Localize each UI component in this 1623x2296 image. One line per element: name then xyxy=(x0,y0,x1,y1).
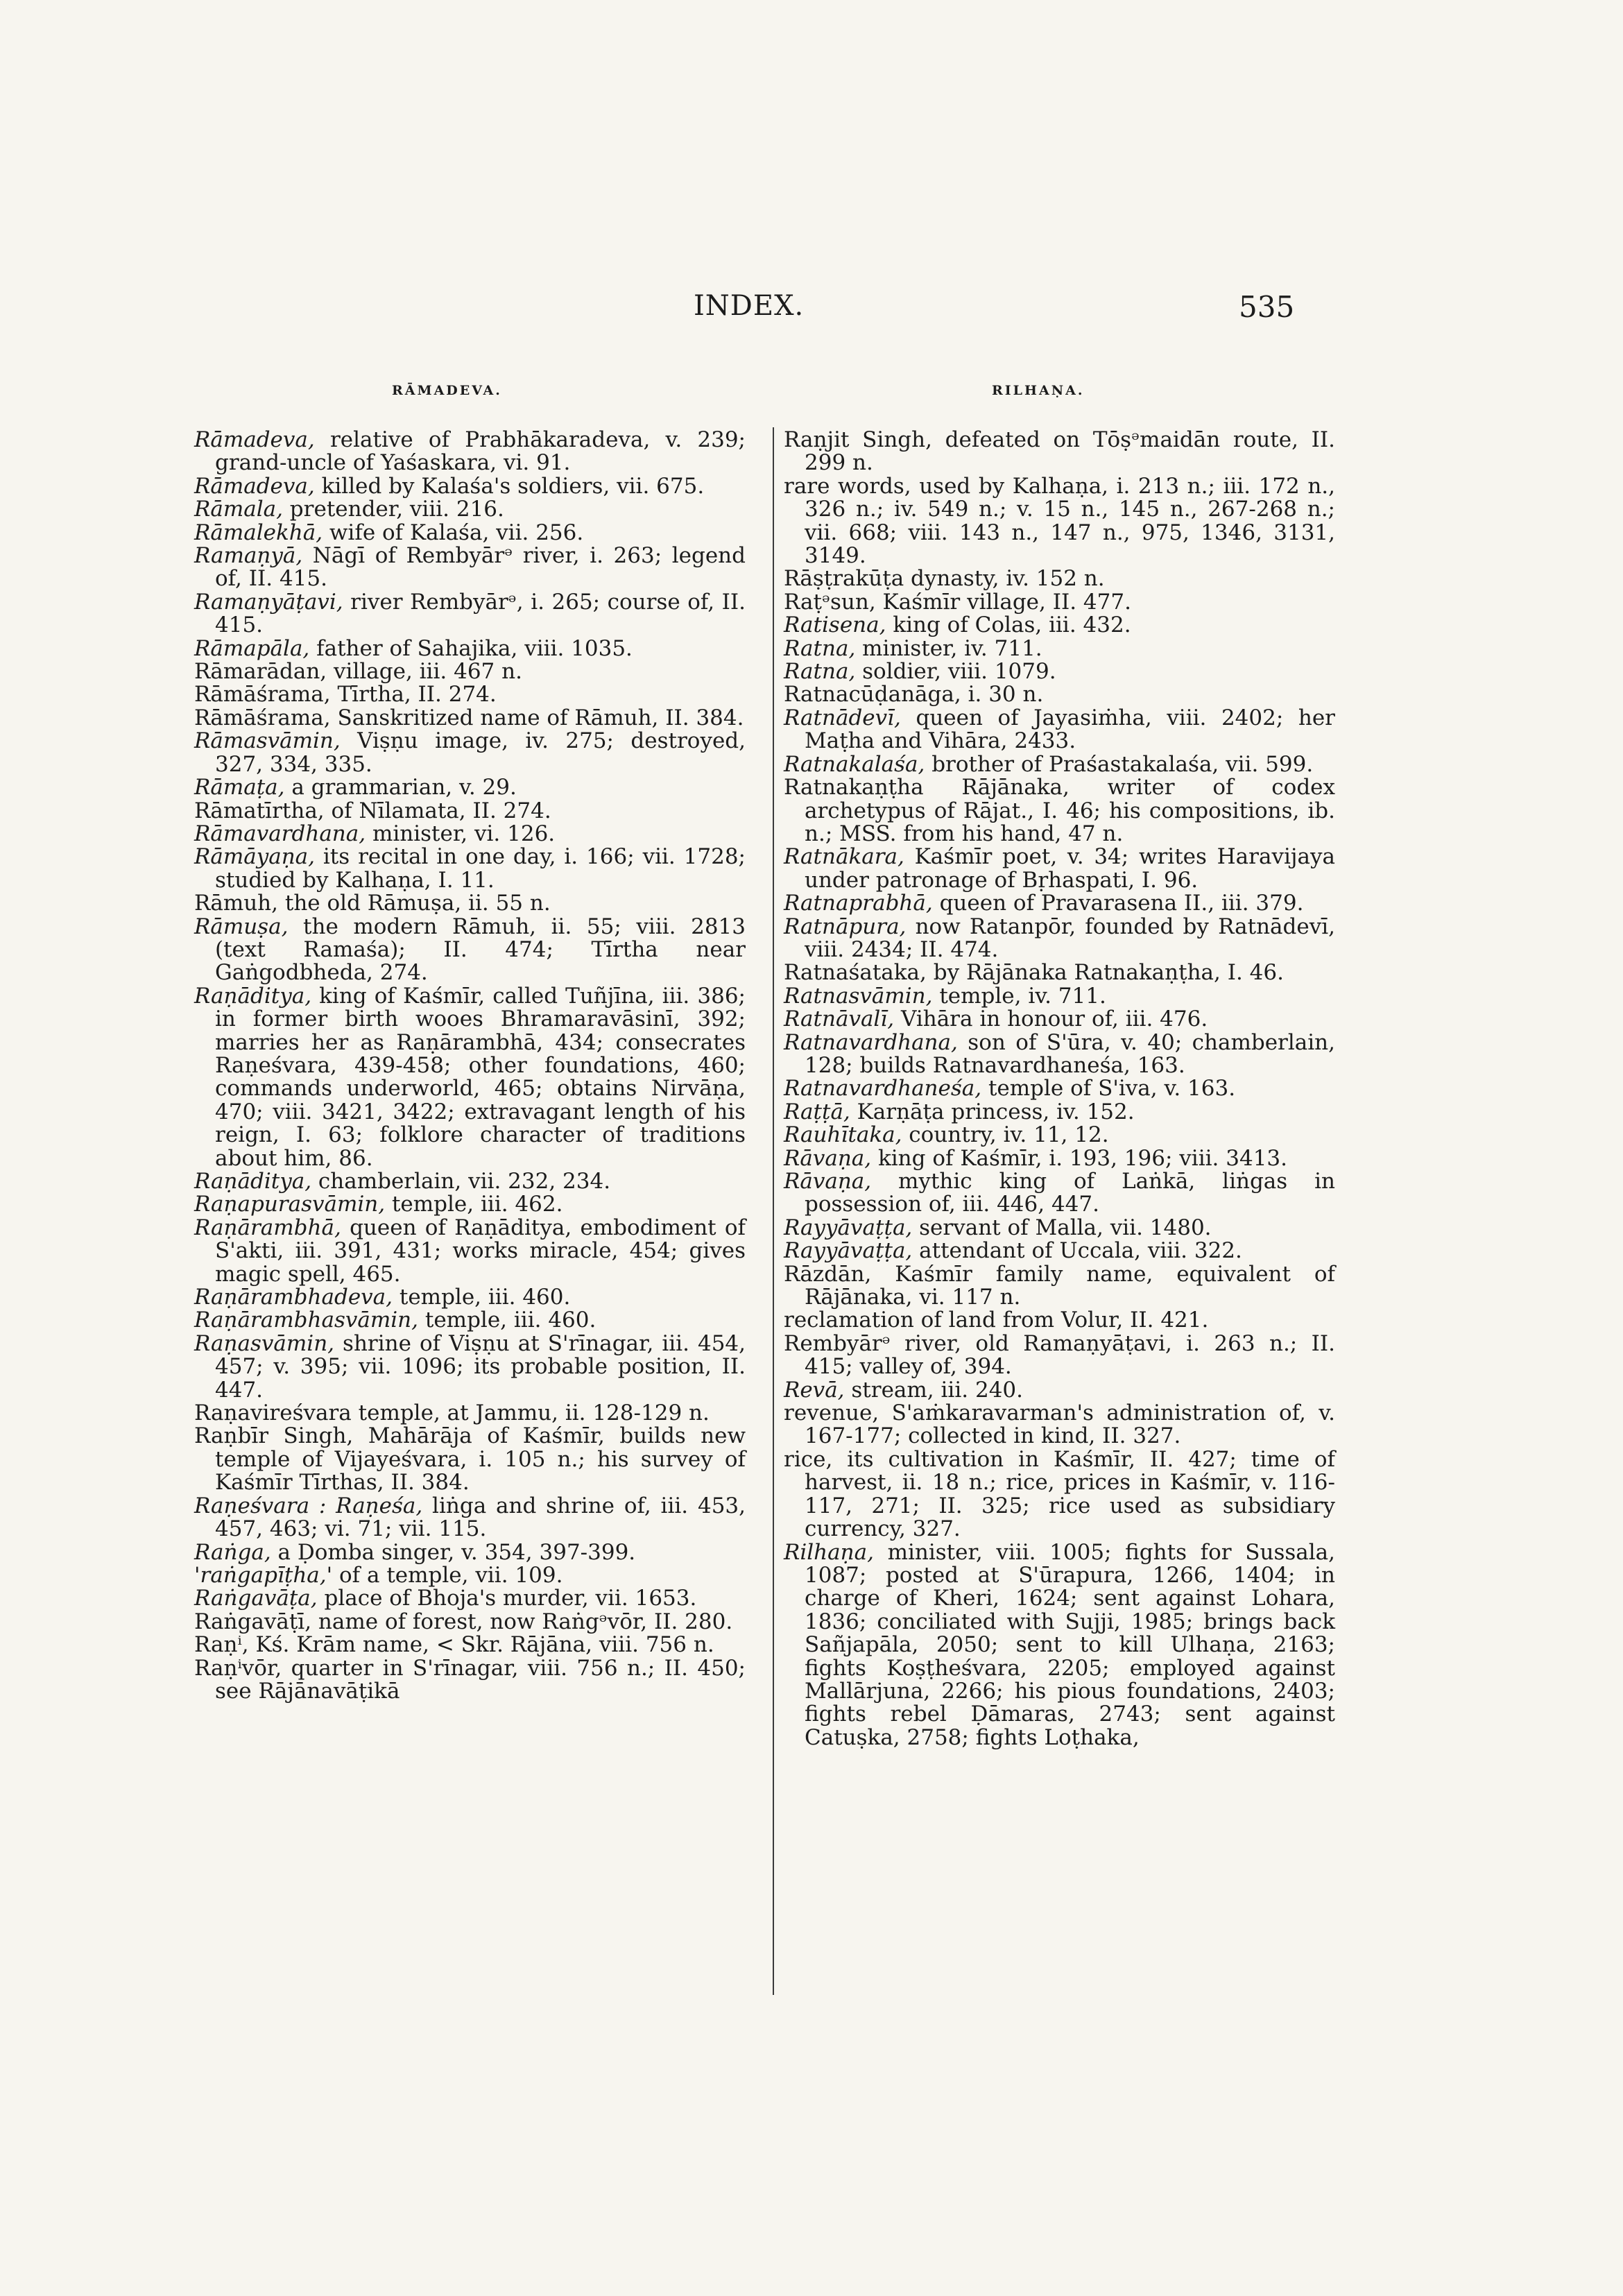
index-entry-text: i. 30 n. xyxy=(961,682,1044,708)
index-entry-text: Vihāra in honour of, iii. 476. xyxy=(894,1006,1208,1032)
index-headword: Ratnakalaśa, xyxy=(784,751,925,777)
index-entry-text: of a temple, vii. 109. xyxy=(332,1562,563,1588)
index-headword: Rāvaṇa, xyxy=(784,1145,872,1171)
index-headword: Raṇārambhā, xyxy=(194,1215,341,1240)
index-entry xyxy=(194,1193,746,1216)
index-entry-text: relative of Prabhākaradeva, v. 239; grand-uncle of Yaśaskara, vi. 91. xyxy=(215,427,746,476)
index-entry-text: pretender, viii. 216. xyxy=(282,497,504,522)
index-headword: reclamation xyxy=(784,1308,914,1333)
index-entry xyxy=(194,823,746,846)
index-headword: rare words, xyxy=(784,473,911,499)
index-headword: Rāmala, xyxy=(194,497,283,522)
index-entry-text: Viṣṇu image, iv. 275; destroyed, 327, 334, 335. xyxy=(215,728,746,777)
index-headword: Rāmatīrtha, xyxy=(194,798,325,823)
index-headword: Rāmasvāmin, xyxy=(194,728,341,754)
index-headword: Ratnavardhaneśa, xyxy=(784,1076,982,1102)
index-headword: Ratnaśataka, xyxy=(784,960,927,986)
index-entry-text: son of S'ūra, v. 40; chamberlain, 128; builds Ratnavardhaneśa, 163. xyxy=(805,1029,1335,1078)
index-headword: Ratnasvāmin, xyxy=(784,983,933,1009)
index-entry-text: liṅga and shrine of, iii. 453, 457, 463; vi. 71; vii. 115. xyxy=(215,1493,746,1542)
index-entry-text: Karṇāṭa princess, iv. 152. xyxy=(850,1099,1135,1124)
index-entry xyxy=(784,1124,1335,1147)
index-entry-text: Kaśmīr village, II. 477. xyxy=(875,589,1131,615)
index-entry-text: Kaśmīr poet, v. 34; writes Haravijaya under patronage of Bṛhaspati, I. 96. xyxy=(805,844,1335,893)
index-entry-text: servant of Malla, vii. 1480. xyxy=(912,1215,1212,1240)
index-entry xyxy=(784,961,1335,984)
index-entry xyxy=(194,1170,746,1193)
index-entry xyxy=(194,637,746,660)
index-entry xyxy=(784,1240,1335,1262)
index-headword: Raṅga, xyxy=(194,1539,271,1565)
index-entry-text: by Rājānaka Ratnakaṇṭha, I. 46. xyxy=(926,960,1284,986)
index-entry-text: name of forest, now Raṅgᵊvōr, II. 280. xyxy=(311,1609,733,1634)
index-headword: Rāvaṇa, xyxy=(784,1169,872,1194)
index-entry-text: minister, viii. 1005; fights for Sussala, 1087; posted at S'ūrapura, 1266, 1404; in charge of Kheri, 1624; sent against Lohara, 1836; conciliated with Sujji, 1985; brings back Sañjapāla, 2050; sent to kill Ulhaṇa, 2163; fights Koṣṭheśvara, 2205; employed against Mallārjuna, 2266; his pious foundations, 2403; fights rebel Ḍāmaras, 2743; sent against Catuṣka, 2758; fights Loṭhaka, xyxy=(805,1539,1335,1750)
index-entry-text: king of Kaśmīr, called Tuñjīna, iii. 386; in former birth wooes Bhramaravāsinī, 392; marries her as Raṇārambhā, 434; consecrates Raṇeśvara, 439-458; other foundations, 460; commands underworld, 465; obtains Nirvāṇa, 470; viii. 3421, 3422; extravagant length of his reign, I. 63; folklore character of traditions about him, 86. xyxy=(215,983,746,1171)
index-entry xyxy=(194,545,746,591)
index-entry-text: stream, iii. 240. xyxy=(844,1377,1023,1403)
index-entry xyxy=(784,1031,1335,1078)
index-headword: Raṇⁱ, xyxy=(194,1632,249,1658)
index-entry-text: killed by Kalaśa's soldiers, vii. 675. xyxy=(314,473,705,499)
index-entry xyxy=(194,498,746,521)
index-entry-text: of Nīlamata, II. 274. xyxy=(324,798,551,823)
column-divider xyxy=(773,427,774,1995)
index-entry-text: soldier, viii. 1079. xyxy=(855,659,1056,685)
index-entry xyxy=(784,429,1335,475)
index-entry xyxy=(784,892,1335,915)
index-entry xyxy=(784,1101,1335,1124)
index-entry-text: Nāgī of Rembyārᵊ river, i. 263; legend of, II. 415. xyxy=(215,543,746,592)
index-entry xyxy=(194,776,746,799)
index-headword: Rāmaṭa, xyxy=(194,775,285,800)
index-headword: Rāmadeva, xyxy=(194,427,315,452)
index-entry-text: shrine of Viṣṇu at S'rīnagar, iii. 454, 457; v. 395; vii. 1096; its probable position, II. 447. xyxy=(215,1330,746,1403)
index-entry xyxy=(194,1587,746,1610)
index-entry-text: the old Rāmuṣa, ii. 55 n. xyxy=(278,891,551,916)
index-entry xyxy=(784,776,1335,846)
index-entry-text: village, iii. 467 n. xyxy=(327,659,522,685)
index-entry xyxy=(194,985,746,1170)
index-headword: rice, xyxy=(784,1446,833,1472)
index-headword: Raṇārambhadeva, xyxy=(194,1285,393,1310)
index-headword: Raṇeśvara : Raṇeśa, xyxy=(194,1493,423,1518)
index-entry-text: Rājānaka, writer of codex archetypus of Rājat., I. 46; his compositions, ib. n.; MSS. from his hand, 47 n. xyxy=(805,775,1335,846)
index-headword: Ratnaprabhā, xyxy=(784,891,933,916)
index-headword: Ramaṇyāṭavi, xyxy=(194,589,343,615)
running-head-right: RILHAṆA. xyxy=(992,383,1085,398)
index-headword: Raṭṭā, xyxy=(784,1099,850,1124)
page-number: 535 xyxy=(1239,290,1295,324)
index-entry xyxy=(194,730,746,776)
index-entry xyxy=(784,1170,1335,1217)
index-headword: Ratna, xyxy=(784,635,856,661)
index-entry xyxy=(194,916,746,985)
index-headword: Raṇārambhasvāmin, xyxy=(194,1308,419,1333)
index-entry-text: river, old Ramaṇyāṭavi, i. 263 n.; II. 415; valley of, 394. xyxy=(805,1330,1335,1380)
index-entry-text: queen of Pravarasena II., iii. 379. xyxy=(932,891,1304,916)
index-headword: Raṇjit Singh, xyxy=(784,427,932,452)
index-entry-text: temple, at Jammu, ii. 128-129 n. xyxy=(351,1400,710,1426)
index-entry xyxy=(784,1309,1335,1332)
index-headword: Raṭᵊsun, xyxy=(784,589,876,615)
index-headword: Rāmāyaṇa, xyxy=(194,844,315,870)
index-entry-text: S'aṁkaravarman's administration of, v. 167-177; collected in kind, II. 327. xyxy=(805,1400,1335,1449)
index-headword: Raṅgavāṭa, xyxy=(194,1586,318,1611)
index-entry xyxy=(784,846,1335,892)
index-entry xyxy=(194,475,746,498)
index-headword: Raṅgavāṭī, xyxy=(194,1609,312,1634)
index-entry-text: a Ḍomba singer, v. 354, 397-399. xyxy=(270,1539,636,1565)
index-headword: Rāmadeva, xyxy=(194,473,315,499)
index-entry-text: place of Bhoja's murder, vii. 1653. xyxy=(317,1586,697,1611)
index-headword: Rāmuṣa, xyxy=(194,914,289,939)
index-entry xyxy=(784,916,1335,962)
index-entry xyxy=(784,1077,1335,1100)
index-entry xyxy=(784,1402,1335,1448)
page-title: INDEX. xyxy=(694,290,805,322)
index-headword: Rāmapāla, xyxy=(194,635,310,661)
index-headword: Ramaṇyā, xyxy=(194,543,303,569)
index-entry xyxy=(194,1564,746,1587)
index-entry-text: quarter in S'rīnagar, viii. 756 n.; II. 450; see Rājānavāṭikā xyxy=(215,1655,746,1704)
index-headword: Raṇāditya, xyxy=(194,983,312,1009)
index-headword: Ratisena, xyxy=(784,612,886,638)
index-headword: revenue, xyxy=(784,1400,879,1426)
index-headword: Raṇbīr Singh, xyxy=(194,1423,354,1449)
index-entry xyxy=(784,567,1335,590)
index-entry xyxy=(194,800,746,823)
index-entry-text: river Rembyārᵊ, i. 265; course of, II. 415. xyxy=(215,589,746,638)
index-entry xyxy=(784,660,1335,683)
index-entry-text: country, iv. 11, 12. xyxy=(902,1122,1109,1148)
index-headword: Rāmāśrama, xyxy=(194,705,331,730)
index-entry xyxy=(194,591,746,637)
index-headword: Rilhaṇa, xyxy=(784,1539,874,1565)
index-entry-text: Sanskritized name of Rāmuh, II. 384. xyxy=(330,705,744,730)
index-headword: Ratnacūḍanāga, xyxy=(784,682,961,708)
index-entry-text: defeated on Tōṣᵊmaidān route, II. 299 n. xyxy=(805,427,1335,476)
index-entry-text: brother of Praśastakalaśa, vii. 599. xyxy=(925,751,1314,777)
index-entry xyxy=(194,1286,746,1309)
index-headword: Ratnakaṇṭha xyxy=(784,775,924,800)
index-entry xyxy=(194,660,746,683)
index-entry-text: queen of Jayasiṁha, viii. 2402; her Maṭha and Vihāra, 2433. xyxy=(805,705,1335,754)
index-entry xyxy=(784,637,1335,660)
index-headword: Ratnavardhana, xyxy=(784,1029,958,1055)
index-entry xyxy=(784,1008,1335,1031)
index-entry xyxy=(194,683,746,706)
index-headword: Raṇavireśvara xyxy=(194,1400,352,1426)
index-entry-text: used by Kalhaṇa, i. 213 n.; iii. 172 n., 326 n.; iv. 549 n.; v. 15 n., 145 n., 267-268 n.; vii. 668; viii. 143 n., 147 n., 975, 1346, 3131, 3149. xyxy=(805,473,1335,569)
index-entry xyxy=(194,1309,746,1332)
index-entry-text: the modern Rāmuh, ii. 55; viii. 2813 (text Ramaśa); II. 474; Tīrtha near Gaṅgodbheda, 274. xyxy=(215,914,746,986)
index-entry-text: dynasty, iv. 152 n. xyxy=(904,566,1105,592)
index-entry xyxy=(194,892,746,915)
index-entry-text: wife of Kalaśa, vii. 256. xyxy=(323,520,584,545)
index-entry xyxy=(784,1448,1335,1541)
index-entry-text: Tīrtha, II. 274. xyxy=(330,682,497,708)
index-entry-text: now Ratanpōr, founded by Ratnādevī, viii. 2434; II. 474. xyxy=(805,914,1335,962)
index-entry xyxy=(194,522,746,545)
index-entry-text: minister, vi. 126. xyxy=(366,821,556,846)
index-entry-text: a grammarian, v. 29. xyxy=(284,775,517,800)
index-entry xyxy=(784,1217,1335,1240)
index-entry-text: Mahārāja of Kaśmīr, builds new temple of Vijayeśvara, i. 105 n.; his survey of Kaśmīr Tīrthas, II. 384. xyxy=(215,1423,746,1496)
index-headword: Rāmarādan, xyxy=(194,659,327,685)
index-headword: Revā, xyxy=(784,1377,845,1403)
index-headword: Rāzdān, xyxy=(784,1261,872,1287)
index-entry-text: chamberlain, vii. 232, 234. xyxy=(311,1169,611,1194)
index-entry xyxy=(194,1330,746,1403)
index-entry xyxy=(784,614,1335,637)
index-entry-text: queen of Raṇāditya, embodiment of S'akti, iii. 391, 431; works miracle, 454; gives magic spell, 465. xyxy=(215,1215,746,1287)
index-entry xyxy=(194,1425,746,1494)
index-headword: Rauhītaka, xyxy=(784,1122,902,1148)
index-headword: Ratnāvalī, xyxy=(784,1006,895,1032)
index-headword: Rāmāśrama, xyxy=(194,682,331,708)
index-entry xyxy=(194,429,746,475)
index-headword: Ratnāpura, xyxy=(784,914,907,939)
index-entry-text: minister, iv. 711. xyxy=(855,635,1042,661)
index-entry xyxy=(194,1495,746,1541)
index-column-right xyxy=(784,429,1335,1749)
index-column-left xyxy=(194,429,746,1703)
index-headword: 'raṅgapīṭha,' xyxy=(194,1562,333,1588)
index-entry-text: Kaśmīr family name, equivalent of Rājānaka, vi. 117 n. xyxy=(805,1261,1335,1310)
index-headword: Rayyāvaṭṭa, xyxy=(784,1238,913,1264)
index-entry xyxy=(194,1402,746,1425)
index-entry-text: its recital in one day, i. 166; vii. 1728; studied by Kalhaṇa, I. 11. xyxy=(215,844,746,893)
index-headword: Rāmavardhana, xyxy=(194,821,366,846)
index-entry-text: temple, iii. 460. xyxy=(418,1308,596,1333)
index-entry xyxy=(784,1147,1335,1170)
index-entry xyxy=(194,707,746,730)
index-entry xyxy=(194,1217,746,1286)
index-entry-text: temple, iii. 460. xyxy=(393,1285,571,1310)
index-entry-text: attendant of Uccala, viii. 322. xyxy=(912,1238,1242,1264)
index-headword: Rāmuh, xyxy=(194,891,279,916)
index-headword: Rāmalekhā, xyxy=(194,520,323,545)
index-headword: Raṇapurasvāmin, xyxy=(194,1192,386,1217)
index-entry xyxy=(784,683,1335,706)
index-entry xyxy=(784,1330,1335,1380)
running-head-left: RĀMADEVA. xyxy=(392,383,502,398)
index-entry xyxy=(194,1657,746,1704)
index-entry xyxy=(784,1541,1335,1750)
index-entry xyxy=(784,1263,1335,1310)
index-entry-text: mythic king of Laṅkā, liṅgas in possession of, iii. 446, 447. xyxy=(805,1169,1335,1217)
index-entry xyxy=(784,475,1335,568)
index-entry-text: its cultivation in Kaśmīr, II. 427; time of harvest, ii. 18 n.; rice, prices in Kaśmīr, v. 116-117, 271; II. 325; rice used as subsidiary currency, 327. xyxy=(805,1446,1335,1542)
index-entry-text: temple, iii. 462. xyxy=(385,1192,563,1217)
index-entry-text: king of Kaśmīr, i. 193, 196; viii. 3413. xyxy=(871,1145,1287,1171)
index-entry-text: of land from Volur, II. 421. xyxy=(913,1308,1209,1333)
index-headword: Raṇāditya, xyxy=(194,1169,312,1194)
index-headword: Rayyāvaṭṭa, xyxy=(784,1215,913,1240)
index-entry-text: Kś. Krām name, < Skr. Rājāna, viii. 756 n. xyxy=(248,1632,714,1658)
index-headword: Ratnākara, xyxy=(784,844,904,870)
index-entry-text: king of Colas, iii. 432. xyxy=(886,612,1131,638)
index-headword: Rāṣṭrakūṭa xyxy=(784,566,904,592)
index-entry xyxy=(194,1541,746,1564)
index-headword: Ratna, xyxy=(784,659,856,685)
index-headword: Raṇⁱvōr, xyxy=(194,1655,282,1681)
index-headword: Rembyārᵊ xyxy=(784,1330,891,1356)
index-entry-text: father of Sahajika, viii. 1035. xyxy=(309,635,633,661)
index-entry xyxy=(194,846,746,892)
index-entry xyxy=(784,707,1335,753)
index-entry-text: temple of S'iva, v. 163. xyxy=(981,1076,1236,1102)
index-entry xyxy=(784,985,1335,1008)
index-entry xyxy=(194,1611,746,1634)
index-entry-text: temple, iv. 711. xyxy=(932,983,1106,1009)
index-entry xyxy=(784,753,1335,776)
index-headword: Raṇasvāmin, xyxy=(194,1330,335,1356)
index-entry xyxy=(194,1634,746,1656)
index-entry xyxy=(784,1379,1335,1402)
index-headword: Ratnādevī, xyxy=(784,705,901,730)
index-entry xyxy=(784,591,1335,614)
